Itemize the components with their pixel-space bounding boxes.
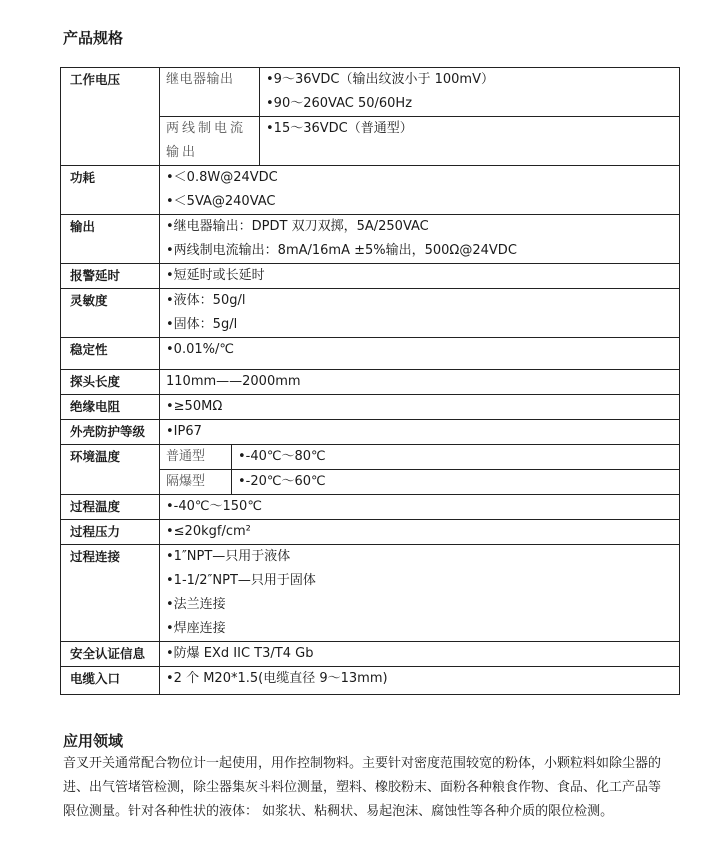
value-line: •2 个 M20*1.5(电缆直径 9～13mm): [166, 671, 388, 686]
table-row: [61, 520, 680, 545]
value-line: •≥50MΩ: [166, 399, 223, 414]
param-value: [160, 545, 680, 642]
application-section-title: 应用领域: [63, 732, 124, 750]
sub-label: 继电器输出: [160, 68, 260, 117]
param-value: [160, 338, 680, 370]
param-label: 环境温度: [61, 445, 160, 495]
param-label: 安全认证信息: [61, 642, 160, 667]
param-label: 灵敏度: [61, 289, 160, 338]
param-value: [160, 370, 680, 395]
value-line: •焊座连接: [166, 621, 226, 636]
param-label: 探头长度: [61, 370, 160, 395]
value-line: •继电器输出：DPDT 双刀双掷，5A/250VAC: [166, 219, 429, 234]
param-value: [160, 642, 680, 667]
spec-section-title: 产品规格: [63, 29, 124, 47]
value-line: •防爆 EXd IIC T3/T4 Gb: [166, 646, 314, 661]
param-label: 输出: [61, 215, 160, 264]
param-label: 工作电压: [61, 68, 160, 166]
param-value: [232, 445, 680, 470]
value-line: •短延时或长延时: [166, 268, 265, 283]
param-value: [260, 117, 680, 166]
table-row: [61, 395, 680, 420]
table-row: [61, 215, 680, 264]
value-line: •1-1/2″NPT—只用于固体: [166, 573, 316, 588]
table-row: [61, 420, 680, 445]
param-value: [160, 520, 680, 545]
value-line: •-40℃～80℃: [238, 449, 326, 464]
table-row: [61, 495, 680, 520]
param-label: 报警延时: [61, 264, 160, 289]
value-line: •0.01%/℃: [166, 342, 234, 357]
param-value: [160, 264, 680, 289]
param-value: [160, 166, 680, 215]
param-value: [260, 68, 680, 117]
sub-label: 两线制电流输出: [160, 117, 260, 166]
value-line: •-40℃～150℃: [166, 499, 262, 514]
sub-label: 普通型: [160, 445, 232, 470]
table-row: [61, 370, 680, 395]
value-line: •9～36VDC（输出纹波小于 100mV）: [266, 72, 494, 87]
value-line: 110mm——2000mm: [166, 374, 301, 389]
param-label: 过程压力: [61, 520, 160, 545]
table-row: [61, 264, 680, 289]
spec-table: [60, 67, 680, 695]
table-row: [61, 166, 680, 215]
param-label: 绝缘电阻: [61, 395, 160, 420]
value-line: •＜5VA@240VAC: [166, 194, 276, 209]
value-line: •＜0.8W@24VDC: [166, 170, 278, 185]
param-label: 过程温度: [61, 495, 160, 520]
param-value: [232, 470, 680, 495]
param-value: [160, 215, 680, 264]
param-label: 电缆入口: [61, 667, 160, 695]
param-value: [160, 289, 680, 338]
sub-label: 隔爆型: [160, 470, 232, 495]
table-row: [61, 667, 680, 695]
value-line: •15～36VDC（普通型）: [266, 121, 413, 136]
table-row: [61, 545, 680, 642]
table-row: [61, 68, 680, 117]
param-label: 稳定性: [61, 338, 160, 370]
param-label: 功耗: [61, 166, 160, 215]
value-line: •固体：5g/l: [166, 317, 238, 332]
param-value: [160, 667, 680, 695]
table-row: [61, 338, 680, 370]
value-line: •≤20kgf/cm²: [166, 524, 251, 539]
value-line: •法兰连接: [166, 597, 226, 612]
value-line: •IP67: [166, 424, 202, 439]
value-line: •两线制电流输出：8mA/16mA ±5%输出，500Ω@24VDC: [166, 243, 517, 258]
param-value: [160, 420, 680, 445]
table-row: [61, 289, 680, 338]
application-description: 音叉开关通常配合物位计一起使用，用作控制物料。主要针对密度范围较宽的粉体，小颗粒料如除尘器的进、出气管堵管检测，除尘器集灰斗料位测量，塑料、橡胶粉末、面粉各种粮食作物、食品、化工产品等限位测量。针对各种性状的液体： 如浆状、粘稠状、易起泡沫、腐蚀性等各种介质的限位检测。: [63, 756, 662, 819]
table-row: [61, 445, 680, 470]
value-line: •-20℃～60℃: [238, 474, 326, 489]
param-value: [160, 495, 680, 520]
value-line: •液体：50g/l: [166, 293, 246, 308]
param-label: 外壳防护等级: [61, 420, 160, 445]
table-row: [61, 642, 680, 667]
param-value: [160, 395, 680, 420]
value-line: •1″NPT—只用于液体: [166, 549, 291, 564]
param-label: 过程连接: [61, 545, 160, 642]
value-line: •90～260VAC 50/60Hz: [266, 96, 413, 111]
